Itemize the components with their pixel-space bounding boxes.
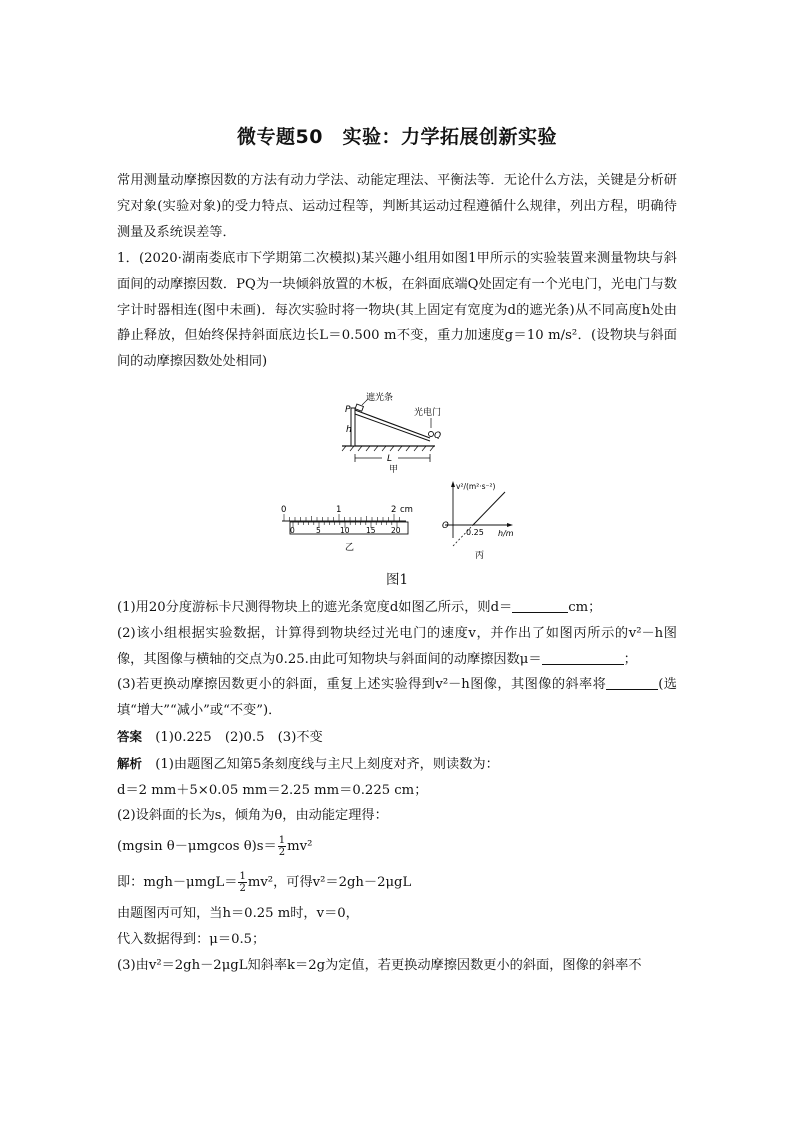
intro-paragraph [117, 168, 677, 245]
analysis-line-1 [117, 751, 677, 778]
answer-blank-1[interactable] [512, 598, 568, 613]
fraction-half-1: $\frac{1}{2}$ [278, 835, 286, 859]
bing-intercept: 0.25 [466, 528, 484, 537]
intro-text: 常用测量动摩擦因数的方法有动力学法、动能定理法、平衡法等．无论什么方法，关键是分析研究对象(实验对象)的受力特点、运动过程等，判断其运动过程遵循什么规律，列出方程，明确待测量及系统误差等． [117, 173, 677, 240]
answer-block [117, 724, 677, 979]
page-title: 微专题50 实验：力学拓展创新实验 [237, 126, 557, 148]
yi-vernier-tick-1: 5 [316, 526, 321, 535]
sub-question-1-text-b: cm； [568, 600, 602, 615]
yi-vernier-tick-2: 10 [340, 526, 350, 535]
yi-main-tick-2: 2 [391, 505, 397, 515]
bing-origin: O [442, 521, 449, 531]
question-1 [117, 246, 677, 375]
figure-bing [442, 481, 514, 561]
bing-ylabel: v²/(m²·s⁻²) [456, 482, 496, 491]
analysis-line-2: d＝2 mm＋5×0.05 mm＝2.25 mm＝0.225 cm； [117, 782, 428, 798]
jia-p-label: P [345, 405, 351, 415]
figure-caption: 图1 [385, 572, 409, 588]
analysis-line-3: (2)设斜面的长为s，倾角为θ，由动能定理得： [117, 808, 388, 824]
jia-h-label: h [346, 425, 352, 435]
figure-yi [281, 505, 413, 553]
yi-name: 乙 [345, 543, 355, 553]
analysis-eq-2-right: mv²，可得v²＝2gh－2μgL [247, 875, 412, 891]
sub-question-1 [117, 595, 677, 621]
sub-question-3 [117, 672, 677, 724]
question-1-stem: 1．(2020·湖南娄底市下学期第二次模拟)某兴趣小组用如图1甲所示的实验装置来测量物块与斜面间的动摩擦因数．PQ为一块倾斜放置的木板，在斜面底端Q处固定有一个光电门，光电门与数字计时器相连(图中未画)．每次实验时将一物块(其上固定有宽度为d的遮光条)从不同高度h处由静止释放，但始终保持斜面底边长L＝0.500 m不变，重力加速度g＝10 m/s²．(设物块与斜面间的动摩擦因数处处相同) [117, 251, 677, 370]
answer-line [117, 724, 677, 751]
sub-question-2-text-a: (2)该小组根据实验数据，计算得到物块经过光电门的速度v，并作出了如图丙所示的v²－h图像，其图像与横轴的交点为0.25.由此可知物块与斜面间的动摩擦因数μ＝ [117, 625, 677, 667]
answer-label: 答案 [117, 729, 143, 744]
sub-question-1-text-a: (1)用20分度游标卡尺测得物块上的遮光条宽度d如图乙所示，则d＝ [117, 600, 513, 615]
analysis-line-8: (3)由v²＝2gh－2μgL知斜率k＝2g为定值，若更换动摩擦因数更小的斜面，图像的斜率不 [117, 957, 642, 973]
analysis-line-7: 代入数据得到：μ＝0.5； [117, 931, 266, 947]
jia-l-label: L [387, 454, 393, 464]
figure-1 [270, 388, 540, 568]
analysis-line-4 [117, 829, 677, 865]
bing-name: 丙 [475, 551, 485, 561]
jia-strip-label: 遮光条 [366, 393, 394, 403]
jia-gate-label: 光电门 [414, 408, 442, 418]
yi-main-tick-0: 0 [281, 505, 287, 515]
analysis-label: 解析 [117, 755, 143, 771]
sub-question-3-text-b: (选填“增大”“减小”或“不变”)． [117, 677, 677, 719]
analysis-eq-1-left: (mgsin θ－μmgcos θ)s＝ [117, 839, 277, 855]
sub-question-2-text-b: ； [623, 651, 637, 667]
bing-xlabel: h/m [498, 529, 514, 538]
analysis-line-5 [117, 865, 677, 901]
yi-vernier-tick-0: 0 [290, 526, 295, 535]
sub-questions [117, 595, 677, 724]
analysis-line-6: 由题图丙可知，当h＝0.25 m时，v＝0， [117, 906, 359, 922]
fraction-half-2: $\frac{1}{2}$ [239, 871, 246, 895]
yi-vernier-tick-3: 15 [366, 526, 376, 535]
sub-question-2 [117, 621, 677, 673]
answer-blank-3[interactable] [606, 675, 658, 690]
figure-jia [342, 391, 441, 475]
jia-q-label: Q [434, 431, 442, 441]
yi-vernier-tick-4: 20 [391, 526, 401, 535]
sub-question-3-text-a: (3)若更换动摩擦因数更小的斜面，重复上述实验得到v²－h图像，其图像的斜率将 [117, 677, 607, 693]
jia-name: 甲 [389, 465, 399, 475]
yi-main-tick-1: 1 [336, 505, 342, 515]
analysis-eq-1-right: mv² [287, 839, 313, 855]
answer-blank-2[interactable] [542, 650, 624, 665]
analysis-text-1: (1)由题图乙知第5条刻度线与主尺上刻度对齐，则读数为： [155, 756, 499, 772]
answer-text: (1)0.225 (2)0.5 (3)不变 [155, 730, 323, 745]
analysis-eq-2-left: 即：mgh－μmgL＝ [117, 875, 238, 891]
yi-unit: cm [400, 505, 413, 515]
